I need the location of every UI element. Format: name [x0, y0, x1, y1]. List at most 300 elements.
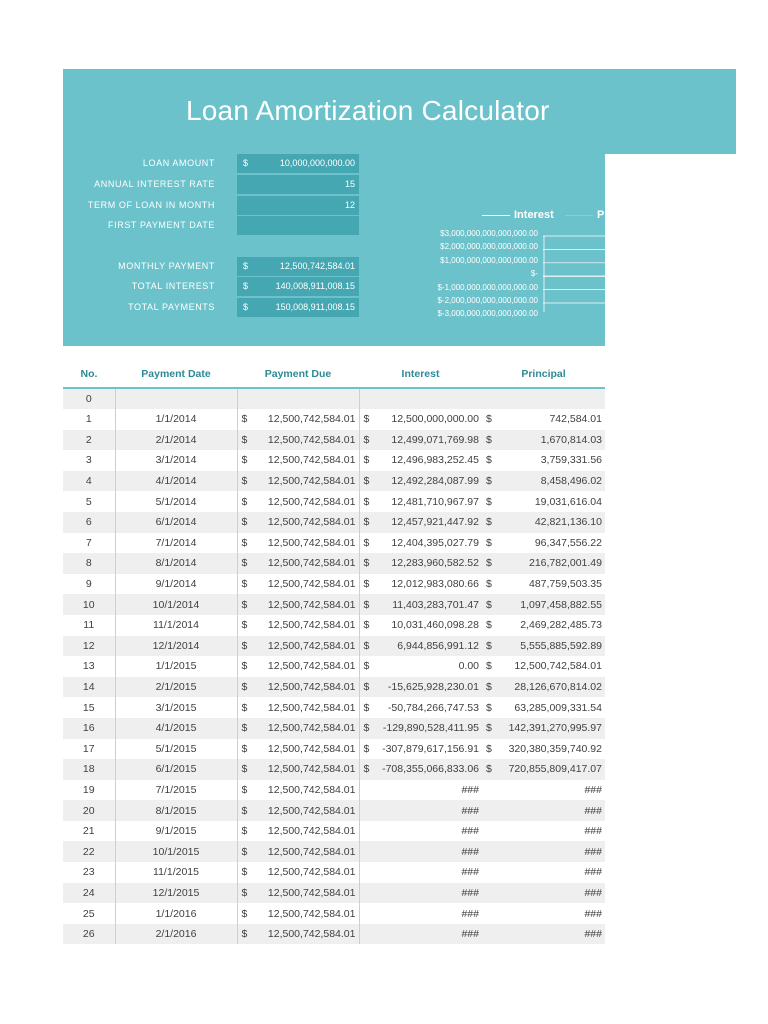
- principal-cell[interactable]: [482, 409, 605, 430]
- row-number-cell[interactable]: 22: [63, 841, 115, 862]
- row-number-cell[interactable]: 18: [63, 759, 115, 780]
- currency-symbol: $: [241, 639, 248, 652]
- payment-due-money: [238, 471, 359, 491]
- principal-value: 142,391,270,995.97: [508, 722, 602, 735]
- payment-due-money: [238, 801, 359, 821]
- principal-value: 12,500,742,584.01: [514, 660, 602, 673]
- payment-date-cell[interactable]: 4/1/2015: [115, 718, 237, 739]
- loan-amount-label: LOAN AMOUNT: [142, 158, 215, 168]
- principal-cell[interactable]: [482, 780, 605, 801]
- row-number-cell[interactable]: 23: [82, 866, 95, 879]
- currency-symbol: $: [241, 928, 248, 941]
- interest-money: [360, 656, 483, 676]
- interest-value: 10,031,460,098.28: [391, 619, 479, 632]
- principal-value: 8,458,496.02: [540, 475, 602, 488]
- principal-value: 5,555,885,592.89: [520, 639, 602, 652]
- row-number-cell[interactable]: 12: [63, 636, 115, 657]
- payment-due-value: 12,500,742,584.01: [267, 536, 356, 549]
- interest-value: ###: [461, 866, 479, 879]
- interest-value: 12,496,983,252.45: [391, 454, 479, 467]
- currency-symbol: $: [241, 804, 248, 817]
- interest-cell[interactable]: [359, 677, 482, 698]
- principal-value: 1,670,814.03: [540, 433, 602, 446]
- payment-due-money: [238, 512, 359, 532]
- principal-value: ###: [584, 928, 602, 941]
- payment-due-cell[interactable]: [237, 780, 359, 801]
- interest-cell[interactable]: [359, 821, 482, 842]
- principal-money: [482, 595, 605, 615]
- interest-cell[interactable]: [359, 883, 482, 904]
- payment-date-cell[interactable]: 12/1/2015: [115, 883, 237, 904]
- principal-value: 28,126,670,814.02: [514, 681, 602, 694]
- payment-due-money: [238, 904, 359, 924]
- table-row: [63, 450, 605, 471]
- principal-value: ###: [584, 866, 602, 879]
- interest-value: 11,403,283,701.47: [392, 598, 479, 611]
- currency-symbol: $: [486, 701, 492, 714]
- interest-cell[interactable]: [359, 636, 482, 657]
- currency-symbol: $: [363, 454, 370, 467]
- currency-symbol: $: [486, 639, 492, 652]
- principal-money: [482, 677, 605, 697]
- principal-cell[interactable]: [482, 430, 605, 451]
- payment-due-value: 12,500,742,584.01: [267, 598, 356, 611]
- currency-symbol: $: [486, 598, 492, 611]
- currency-symbol: $: [241, 495, 248, 508]
- interest-cell[interactable]: [359, 594, 482, 615]
- term-value: 12: [344, 200, 355, 210]
- principal-cell[interactable]: [482, 883, 605, 904]
- principal-money: [482, 512, 605, 532]
- total-payments-value: 150,008,911,008.15: [275, 302, 355, 312]
- principal-cell[interactable]: [482, 656, 605, 677]
- table-row: [63, 574, 605, 595]
- row-number-cell[interactable]: 6: [63, 512, 115, 533]
- payment-due-cell[interactable]: [237, 553, 359, 574]
- term-cell[interactable]: [237, 196, 359, 215]
- row-number-cell[interactable]: 3: [85, 454, 92, 467]
- row-number-cell[interactable]: 5: [85, 495, 92, 508]
- payment-due-value: 12,500,742,584.01: [267, 742, 356, 755]
- interest-cell[interactable]: [359, 697, 482, 718]
- page-title: Loan Amortization Calculator: [186, 95, 550, 126]
- principal-cell[interactable]: [482, 574, 605, 595]
- table-row: [63, 471, 605, 492]
- currency-symbol: $: [363, 619, 370, 632]
- principal-money: [482, 389, 605, 409]
- payment-due-value: 12,500,742,584.01: [267, 928, 356, 941]
- row-number-cell[interactable]: 1: [85, 413, 92, 426]
- legend-interest-label: Interest: [514, 209, 554, 221]
- principal-cell[interactable]: [482, 636, 605, 657]
- first-payment-date-cell[interactable]: [237, 216, 359, 235]
- principal-cell[interactable]: [482, 697, 605, 718]
- total-interest-cell: [237, 277, 359, 296]
- payment-date-cell[interactable]: 9/1/2014: [115, 574, 237, 595]
- currency-symbol: $: [243, 261, 249, 271]
- interest-value: 12,500,000,000.00: [391, 413, 479, 426]
- payment-due-cell[interactable]: [237, 759, 359, 780]
- row-number-cell[interactable]: 16: [63, 718, 115, 739]
- interest-cell[interactable]: [359, 800, 482, 821]
- y-tick-label: $-2,000,000,000,000,000.00: [437, 296, 538, 305]
- payment-due-cell[interactable]: [237, 821, 359, 842]
- row-number-cell[interactable]: 8: [63, 553, 115, 574]
- interest-cell[interactable]: [359, 615, 482, 636]
- payment-date-cell[interactable]: 2/1/2015: [115, 677, 237, 698]
- y-tick-label: $3,000,000,000,000,000.00: [440, 229, 538, 238]
- interest-cell[interactable]: [359, 759, 482, 780]
- y-tick-label: $-3,000,000,000,000,000.00: [437, 309, 538, 319]
- principal-cell[interactable]: [482, 821, 605, 842]
- interest-money: [360, 471, 483, 491]
- interest-cell[interactable]: [359, 409, 482, 430]
- currency-symbol: $: [486, 413, 492, 426]
- payment-date-cell[interactable]: [115, 388, 237, 409]
- interest-money: [360, 389, 483, 409]
- payment-date-cell[interactable]: 4/1/2014: [115, 471, 237, 492]
- y-tick-label: $-1,000,000,000,000,000.00: [437, 282, 538, 292]
- payment-due-cell[interactable]: [237, 862, 359, 883]
- currency-symbol: $: [486, 660, 492, 673]
- payment-due-value: 12,500,742,584.01: [267, 886, 356, 899]
- table-row: [63, 718, 605, 739]
- monthly-payment-value: 12,500,742,584.01: [279, 261, 355, 271]
- interest-cell[interactable]: [359, 491, 482, 512]
- principal-cell[interactable]: [482, 594, 605, 615]
- interest-cell[interactable]: [359, 718, 482, 739]
- principal-money: [482, 739, 605, 759]
- interest-money: [360, 862, 483, 882]
- currency-symbol: $: [486, 495, 492, 508]
- payment-due-cell[interactable]: [237, 594, 359, 615]
- payment-due-money: [238, 821, 359, 841]
- payment-due-cell[interactable]: [237, 450, 359, 471]
- payment-due-cell[interactable]: [237, 388, 359, 409]
- principal-value: 42,821,136.10: [534, 516, 602, 529]
- interest-money: [360, 821, 483, 841]
- payment-due-cell[interactable]: [237, 574, 359, 595]
- interest-money: [360, 924, 483, 944]
- principal-value: 96,347,556.22: [534, 536, 602, 549]
- currency-symbol: $: [241, 598, 248, 611]
- interest-cell[interactable]: [359, 841, 482, 862]
- currency-symbol: $: [363, 722, 370, 735]
- payment-due-value: 12,500,742,584.01: [267, 516, 356, 529]
- currency-symbol: $: [486, 557, 492, 570]
- principal-money: [482, 430, 605, 450]
- payment-due-value: 12,500,742,584.01: [267, 639, 356, 652]
- payment-due-cell[interactable]: [237, 656, 359, 677]
- table-row: [63, 759, 605, 780]
- interest-value: ###: [461, 804, 479, 817]
- payment-due-value: 12,500,742,584.01: [267, 907, 356, 920]
- interest-money: [360, 574, 483, 594]
- principal-money: [482, 471, 605, 491]
- payment-due-cell[interactable]: [237, 883, 359, 904]
- currency-symbol: $: [363, 763, 370, 776]
- principal-cell[interactable]: [482, 718, 605, 739]
- payment-due-money: [238, 656, 359, 676]
- principal-cell[interactable]: [482, 924, 605, 945]
- legend-principal-swatch: [565, 215, 593, 216]
- table-row: [63, 780, 605, 801]
- table-row: [63, 697, 605, 718]
- interest-cell[interactable]: [359, 574, 482, 595]
- principal-cell[interactable]: [482, 533, 605, 554]
- currency-symbol: $: [486, 433, 492, 446]
- interest-money: [360, 615, 483, 635]
- interest-cell[interactable]: [359, 533, 482, 554]
- payment-due-cell[interactable]: [237, 491, 359, 512]
- row-number-cell[interactable]: 13: [82, 660, 95, 673]
- row-number-cell[interactable]: 11: [83, 619, 95, 632]
- payment-date-cell[interactable]: 1/1/2016: [115, 903, 237, 924]
- payment-due-cell[interactable]: [237, 615, 359, 636]
- payment-date-cell[interactable]: 10/1/2014: [115, 594, 237, 615]
- row-number-cell[interactable]: 20: [63, 800, 115, 821]
- principal-cell[interactable]: [482, 512, 605, 533]
- loan-amount-row: [63, 154, 363, 174]
- currency-symbol: $: [486, 454, 492, 467]
- payment-due-cell[interactable]: [237, 739, 359, 760]
- row-number-cell[interactable]: 21: [82, 825, 95, 838]
- interest-cell[interactable]: [359, 739, 482, 760]
- payment-due-cell[interactable]: [237, 636, 359, 657]
- currency-symbol: $: [241, 578, 248, 591]
- payment-due-cell[interactable]: [237, 800, 359, 821]
- payment-due-value: 12,500,742,584.01: [267, 845, 356, 858]
- row-number-cell[interactable]: 10: [63, 594, 115, 615]
- currency-symbol: $: [241, 413, 248, 426]
- term-label: TERM OF LOAN IN MONTH: [87, 200, 215, 210]
- payment-date-cell[interactable]: 5/1/2014: [115, 491, 237, 512]
- row-number-cell[interactable]: 0: [63, 388, 115, 409]
- interest-cell[interactable]: [359, 471, 482, 492]
- payment-due-money: [238, 842, 359, 862]
- interest-money: [360, 553, 483, 573]
- payment-due-value: 12,500,742,584.01: [267, 475, 356, 488]
- payment-due-cell[interactable]: [237, 697, 359, 718]
- payment-due-value: 12,500,742,584.01: [267, 681, 356, 694]
- principal-cell[interactable]: [482, 862, 605, 883]
- interest-money: [360, 718, 483, 738]
- payment-date-cell[interactable]: 12/1/2014: [115, 636, 237, 657]
- payment-due-money: [238, 759, 359, 779]
- principal-cell[interactable]: [482, 800, 605, 821]
- payment-date-cell[interactable]: 1/1/2014: [115, 409, 237, 430]
- legend-interest-swatch: [482, 215, 510, 216]
- principal-value: ###: [584, 845, 602, 858]
- table-row: [63, 903, 605, 924]
- loan-amount-cell[interactable]: [237, 154, 359, 173]
- principal-money: [482, 801, 605, 821]
- legend-principal-label: P: [597, 209, 605, 221]
- principal-money: [482, 821, 605, 841]
- interest-cell[interactable]: [359, 903, 482, 924]
- payment-date-cell[interactable]: 1/1/2015: [115, 656, 237, 677]
- payment-due-money: [238, 924, 359, 944]
- principal-cell[interactable]: [482, 388, 605, 409]
- principal-cell[interactable]: [482, 471, 605, 492]
- payment-date-cell[interactable]: 11/1/2014: [115, 615, 237, 636]
- table-row: [63, 388, 605, 409]
- amortization-chart: [405, 205, 605, 325]
- interest-value: 12,492,284,087.99: [391, 475, 479, 488]
- payment-date-cell[interactable]: 8/1/2015: [115, 800, 237, 821]
- payment-due-money: [238, 430, 359, 450]
- payment-date-cell[interactable]: 3/1/2014: [115, 450, 237, 471]
- payment-due-value: 12,500,742,584.01: [267, 722, 356, 735]
- interest-money: [360, 698, 483, 718]
- payment-due-money: [238, 698, 359, 718]
- row-number-cell[interactable]: 4: [63, 471, 115, 492]
- payment-due-money: [238, 718, 359, 738]
- interest-money: [360, 636, 483, 656]
- principal-cell[interactable]: [482, 553, 605, 574]
- principal-value: 216,782,001.49: [529, 557, 602, 570]
- principal-money: [482, 759, 605, 779]
- payment-due-cell[interactable]: [237, 903, 359, 924]
- payment-due-cell[interactable]: [237, 430, 359, 451]
- payment-due-cell[interactable]: [237, 409, 359, 430]
- currency-symbol: $: [241, 783, 248, 796]
- currency-symbol: $: [241, 907, 248, 920]
- row-number-cell[interactable]: 2: [63, 430, 115, 451]
- legend-principal: [565, 209, 604, 221]
- payment-date-cell[interactable]: 2/1/2014: [115, 430, 237, 451]
- payment-due-cell[interactable]: [237, 841, 359, 862]
- interest-money: [360, 512, 483, 532]
- currency-symbol: $: [241, 454, 248, 467]
- payment-due-cell[interactable]: [237, 677, 359, 698]
- payment-due-value: 12,500,742,584.01: [267, 454, 356, 467]
- principal-cell[interactable]: [482, 450, 605, 471]
- principal-money: [482, 574, 605, 594]
- interest-cell[interactable]: [359, 780, 482, 801]
- annual-rate-cell[interactable]: [237, 175, 359, 194]
- interest-value: 12,404,395,027.79: [391, 536, 479, 549]
- row-number-cell[interactable]: 24: [63, 883, 115, 904]
- interest-money: [360, 904, 483, 924]
- currency-symbol: $: [363, 433, 370, 446]
- total-payments-label: TOTAL PAYMENTS: [128, 302, 215, 312]
- interest-cell[interactable]: [359, 450, 482, 471]
- principal-cell[interactable]: [482, 841, 605, 862]
- interest-value: -129,890,528,411.95: [382, 722, 479, 735]
- interest-cell[interactable]: [359, 924, 482, 945]
- interest-cell[interactable]: [359, 512, 482, 533]
- payment-due-value: 12,500,742,584.01: [267, 433, 356, 446]
- currency-symbol: $: [363, 578, 370, 591]
- payment-due-cell[interactable]: [237, 924, 359, 945]
- payment-date-cell[interactable]: 6/1/2015: [115, 759, 237, 780]
- principal-cell[interactable]: [482, 903, 605, 924]
- payment-due-value: 12,500,742,584.01: [267, 783, 356, 796]
- payment-due-money: [238, 409, 359, 429]
- interest-value: -15,625,928,230.01: [387, 681, 479, 694]
- principal-cell[interactable]: [482, 491, 605, 512]
- interest-cell[interactable]: [359, 656, 482, 677]
- payment-date-cell[interactable]: 7/1/2014: [115, 533, 237, 554]
- principal-cell[interactable]: [482, 739, 605, 760]
- table-row: [63, 409, 605, 430]
- payment-date-cell[interactable]: 3/1/2015: [115, 697, 237, 718]
- table-row: [63, 924, 605, 945]
- interest-value: ###: [461, 886, 479, 899]
- payment-due-money: [238, 883, 359, 903]
- payment-due-cell[interactable]: [237, 718, 359, 739]
- row-number-cell[interactable]: 25: [82, 907, 95, 920]
- header-no: No.: [63, 360, 115, 388]
- interest-cell[interactable]: [359, 388, 482, 409]
- interest-cell[interactable]: [359, 430, 482, 451]
- payment-date-cell[interactable]: 2/1/2016: [115, 924, 237, 945]
- interest-money: [360, 780, 483, 800]
- row-number-cell[interactable]: 15: [82, 701, 95, 714]
- payment-due-value: 12,500,742,584.01: [267, 578, 356, 591]
- row-number-cell[interactable]: 26: [63, 924, 115, 945]
- payment-due-cell[interactable]: [237, 512, 359, 533]
- payment-due-money: [238, 574, 359, 594]
- row-number-cell[interactable]: 19: [82, 783, 95, 796]
- interest-value: -50,784,266,747.53: [387, 701, 479, 714]
- currency-symbol: $: [486, 722, 492, 735]
- row-number-cell[interactable]: 14: [63, 677, 115, 698]
- interest-value: -307,879,617,156.91: [382, 742, 479, 755]
- currency-symbol: $: [363, 475, 370, 488]
- payment-date-cell[interactable]: 7/1/2015: [115, 780, 237, 801]
- table-header-row: [63, 360, 605, 388]
- payment-due-value: 12,500,742,584.01: [267, 825, 356, 838]
- principal-money: [482, 615, 605, 635]
- amortization-table: [63, 360, 605, 944]
- principal-cell[interactable]: [482, 759, 605, 780]
- payment-due-cell[interactable]: [237, 471, 359, 492]
- interest-cell[interactable]: [359, 553, 482, 574]
- principal-money: [482, 533, 605, 553]
- payment-date-cell[interactable]: 9/1/2015: [115, 821, 237, 842]
- row-number-cell[interactable]: 7: [85, 536, 92, 549]
- principal-money: [482, 924, 605, 944]
- currency-symbol: $: [363, 660, 370, 673]
- interest-money: [360, 409, 483, 429]
- row-number-cell[interactable]: 17: [82, 742, 95, 755]
- interest-cell[interactable]: [359, 862, 482, 883]
- row-number-cell[interactable]: 9: [85, 578, 92, 591]
- principal-value: 320,380,359,740.92: [508, 742, 602, 755]
- principal-money: [482, 656, 605, 676]
- payment-date-cell[interactable]: 5/1/2015: [115, 739, 237, 760]
- principal-value: 63,285,009,331.54: [514, 701, 602, 714]
- currency-symbol: $: [363, 639, 370, 652]
- currency-symbol: $: [363, 413, 370, 426]
- principal-value: 487,759,503.35: [529, 578, 602, 591]
- currency-symbol: $: [241, 557, 248, 570]
- principal-cell[interactable]: [482, 677, 605, 698]
- header-interest: Interest: [359, 360, 482, 388]
- principal-cell[interactable]: [482, 615, 605, 636]
- payment-date-cell[interactable]: 11/1/2015: [115, 862, 237, 883]
- total-payments-row: [63, 298, 363, 318]
- payment-due-money: [238, 677, 359, 697]
- payment-date-cell[interactable]: 6/1/2014: [115, 512, 237, 533]
- payment-date-cell[interactable]: 8/1/2014: [115, 553, 237, 574]
- table-row: [63, 594, 605, 615]
- payment-date-cell[interactable]: 10/1/2015: [115, 841, 237, 862]
- currency-symbol: $: [241, 845, 248, 858]
- payment-due-cell[interactable]: [237, 533, 359, 554]
